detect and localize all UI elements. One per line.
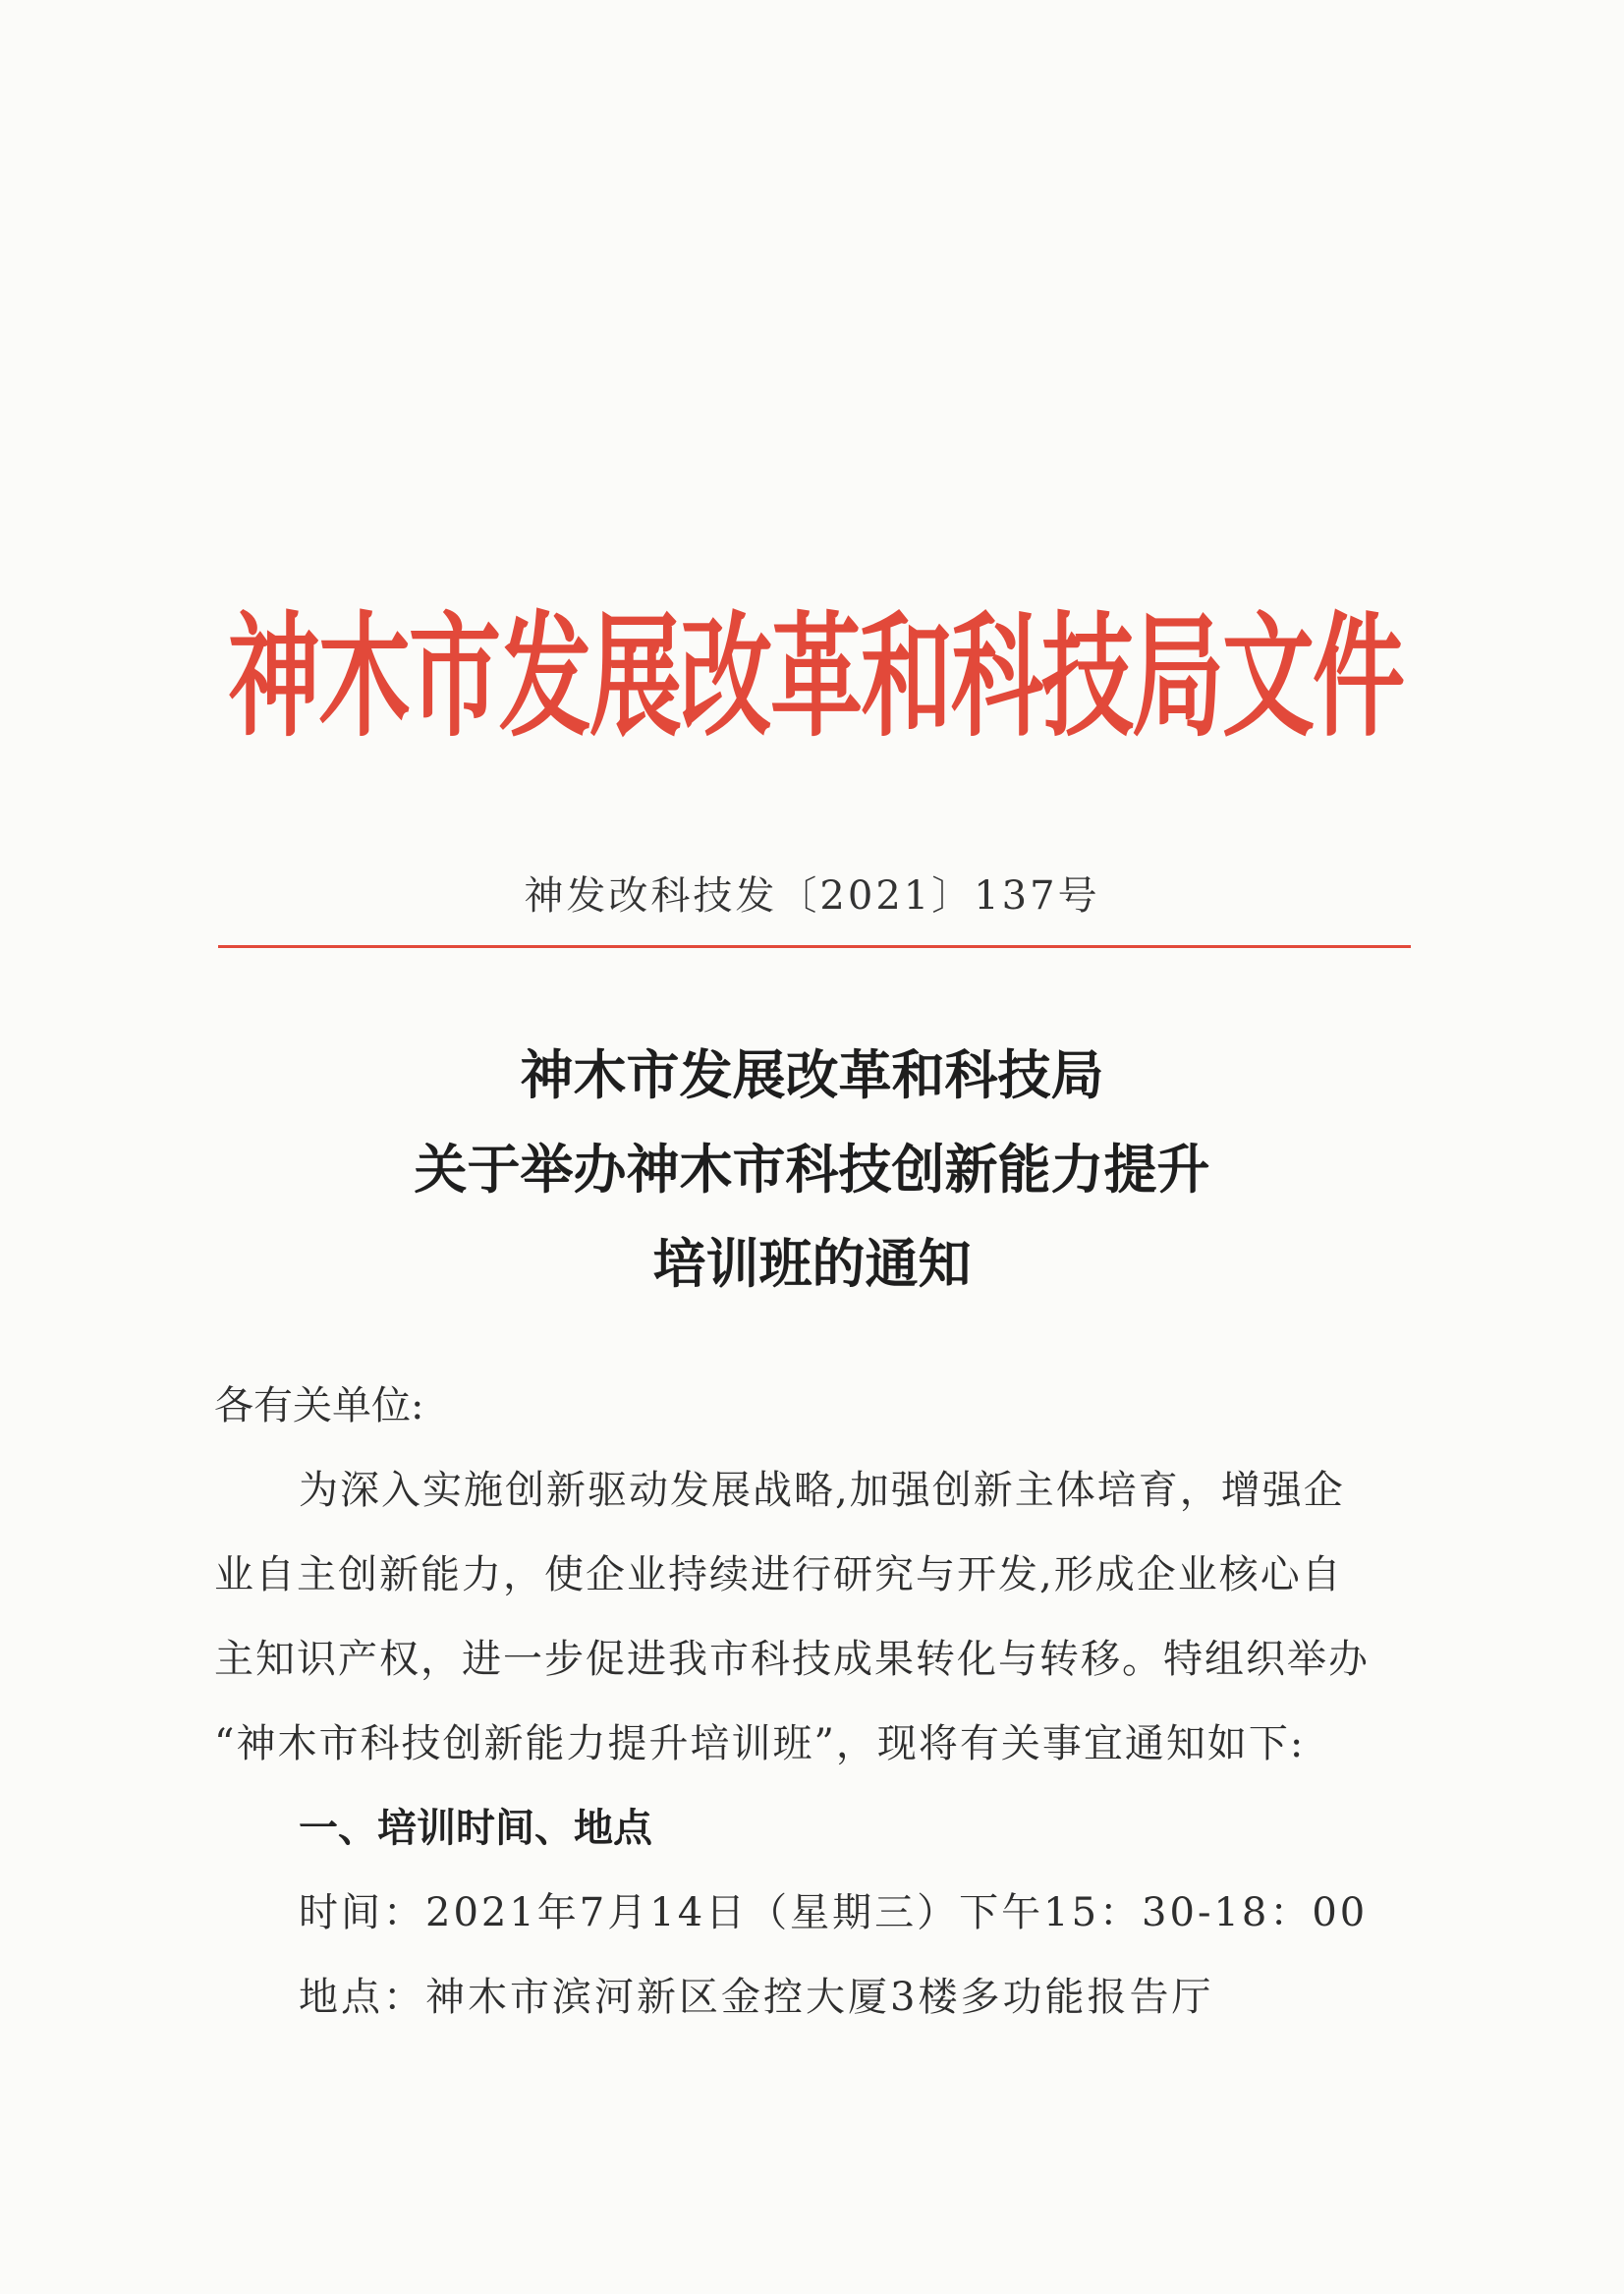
document-number: 神发改科技发〔2021〕137号	[524, 873, 1100, 919]
notice-body	[214, 1364, 1415, 2040]
red-divider-line	[218, 945, 1411, 948]
training-place: 地点：神木市滨河新区金控大厦3楼多功能报告厅	[299, 1975, 1214, 2020]
section-heading-time-place: 一、培训时间、地点	[299, 1806, 652, 1851]
notice-title-line-1: 神木市发展改革和科技局	[520, 1043, 1104, 1106]
notice-title-line-3: 培训班的通知	[652, 1232, 972, 1295]
intro-paragraph	[214, 1448, 1415, 1786]
salutation: 各有关单位:	[214, 1383, 424, 1428]
notice-title-line-2: 关于举办神木市科技创新能力提升	[414, 1138, 1210, 1201]
paragraph-line: 业自主创新能力，使企业持续进行研究与开发,形成企业核心自	[214, 1552, 1343, 1597]
notice-title	[0, 1028, 1624, 1311]
masthead-title: 神木市发展改革和科技局文件	[227, 600, 1403, 756]
paragraph-line: “神木市科技创新能力提升培训班”，现将有关事宜通知如下:	[214, 1721, 1306, 1766]
training-time: 时间：2021年7月14日（星期三）下午15：30-18：00	[299, 1890, 1369, 1935]
paragraph-line: 主知识产权，进一步促进我市科技成果转化与转移。特组织举办	[214, 1637, 1370, 1682]
paragraph-line: 为深入实施创新驱动发展战略,加强创新主体培育，增强企	[299, 1468, 1345, 1513]
